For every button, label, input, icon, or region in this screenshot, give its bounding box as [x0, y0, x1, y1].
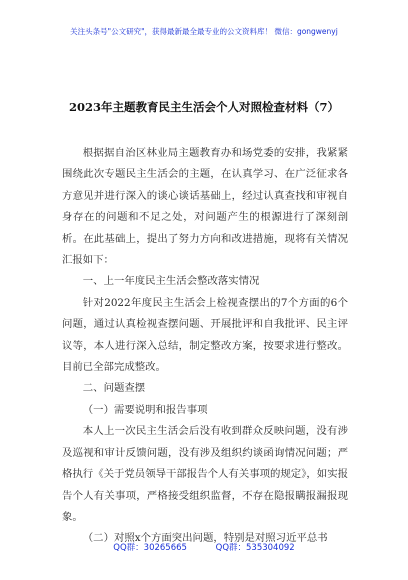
header-note: 关注头条号"公文研究"，获得最新最全最专业的公文资料库！ 微信：gongwenyj — [70, 27, 338, 36]
subsection-1-paragraph: 本人上一次民主生活会后没有收到群众反映问题，没有涉及巡视和审计反馈问题，没有涉及组织约谈函询情况问题；严格执行《关于党员领导干部报告个人有关事项的规定》，如实报告个人有关事项，严格接受组织监督，不存在隐报瞒报漏报现象。 — [62, 425, 348, 523]
document-body — [62, 143, 348, 550]
section-heading-1: 一、上一年度民主生活会整改落实情况 — [82, 275, 260, 288]
footer-contacts — [0, 541, 408, 553]
section-heading-2: 二、问题查摆 — [82, 382, 146, 395]
footer-qq-group-2: QQ群：535304092 — [215, 543, 295, 553]
subsection-heading-1: （一）需要说明和报告事项 — [82, 403, 208, 416]
intro-paragraph: 根据据自治区林业局主题教育办和场党委的安排，我紧紧围绕此次专题民主生活会的主题，在认真学习、在广泛征求各方意见并进行深入的谈心谈话基础上，经过认真查找和审视自身存在的问题和不足之处，对问题产生的根源进行了深刻剖析。在此基础上，提出了努力方向和改进措施，现将有关情况汇报如下： — [62, 147, 348, 267]
subsection-2-paragraph: （二）对照x个方面突出问题，特别是对照习近平总书 — [82, 532, 328, 545]
document-title: 2023年主题教育民主生活会个人对照检查材料（7） — [68, 100, 339, 114]
footer-qq-group-1: QQ群：30265665 — [113, 543, 187, 553]
section-1-paragraph: 针对2022年度民主生活会上检视查摆出的7个方面的6个问题，通过认真检视查摆问题、开展批评和自我批评、民主评议等，本人进行深入总结，制定整改方案，按要求进行整改。目前已全部完成整改。 — [62, 296, 348, 374]
